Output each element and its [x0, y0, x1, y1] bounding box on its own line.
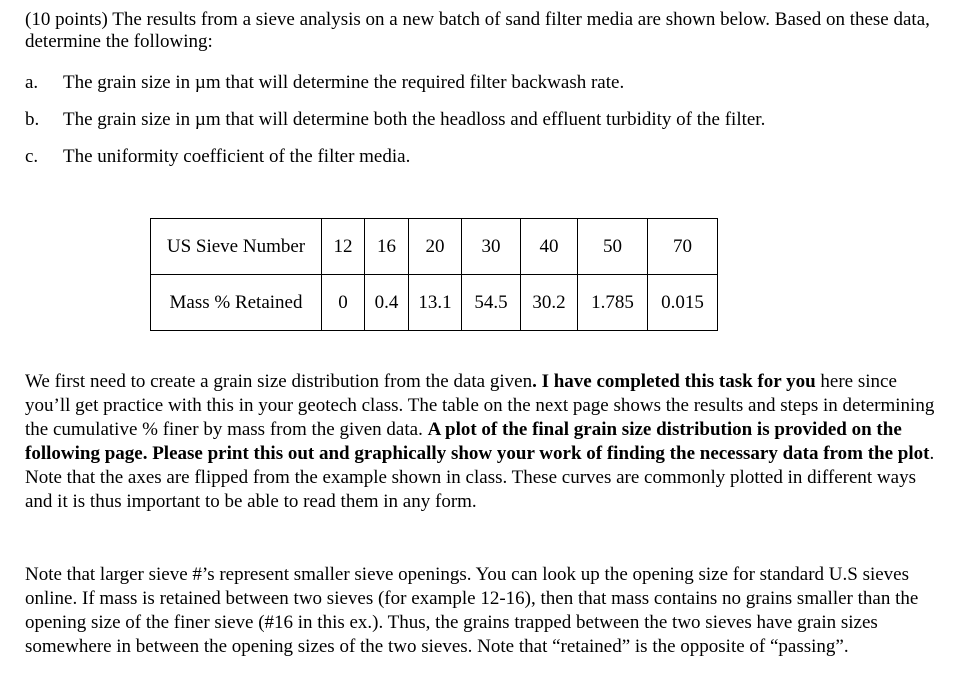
paragraph-text: . Note that the axes are flipped from the example shown in class. These curves are commonly plotted in different ways and it is thus important to be able to read them in any form. [25, 443, 935, 512]
sieve-note-paragraph: Note that larger sieve #’s represent smaller sieve openings. You can look up the opening size for standard U.S sieves online. If mass is retained between two sieves (for example 12-16), then that mass contains no grains smaller than the opening size of the finer sieve (#16 in this ex.). Thus, the grains trapped between the two sieves have grain sizes somewhere in between the opening sizes of the two sieves. Note that “retained” is the opposite of “passing”. [25, 564, 919, 657]
row-header: Mass % Retained [151, 275, 322, 331]
item-letter: a. [25, 72, 39, 93]
sieve-number-row [151, 219, 718, 275]
table-cell: 0 [322, 275, 365, 331]
table-cell: 70 [648, 219, 718, 275]
problem-intro: (10 points) The results from a sieve analysis on a new batch of sand filter media are shown below. Based on these data, determine the following: [25, 9, 930, 52]
question-item-b [25, 108, 765, 132]
bold-text: . I have completed this task for you [532, 371, 816, 392]
table-cell: 13.1 [409, 275, 462, 331]
question-item-c [25, 145, 410, 169]
item-text: The grain size in µm that will determine the required filter backwash rate. [63, 72, 625, 93]
item-text: The uniformity coefficient of the filter media. [63, 146, 411, 167]
table-cell: 30 [462, 219, 521, 275]
table-cell: 12 [322, 219, 365, 275]
table-cell: 50 [578, 219, 648, 275]
paragraph-text: We first need to create a grain size distribution from the data given [25, 371, 533, 392]
table-cell: 1.785 [578, 275, 648, 331]
paragraph-text: here since you’ll get practice with this in your geotech class. The table on the next page shows the results and steps in determining the cumulative % finer by mass from the given data. [25, 371, 935, 440]
table-cell: 16 [365, 219, 409, 275]
sieve-analysis-table [150, 218, 718, 331]
row-header: US Sieve Number [151, 219, 322, 275]
table-cell: 40 [521, 219, 578, 275]
mass-retained-row [151, 275, 718, 331]
table-cell: 20 [409, 219, 462, 275]
table-cell: 0.4 [365, 275, 409, 331]
question-item-a [25, 71, 624, 95]
explanation-paragraph [25, 370, 940, 514]
bold-text: A plot of the final grain size distribution is provided on the following page. Please print this out and graphically show your work of finding the necessary data from the plot [25, 419, 930, 464]
item-letter: c. [25, 146, 39, 167]
table-cell: 0.015 [648, 275, 718, 331]
table-cell: 30.2 [521, 275, 578, 331]
table-cell: 54.5 [462, 275, 521, 331]
item-text: The grain size in µm that will determine both the headloss and effluent turbidity of the filter. [63, 109, 766, 130]
item-letter: b. [25, 109, 40, 130]
